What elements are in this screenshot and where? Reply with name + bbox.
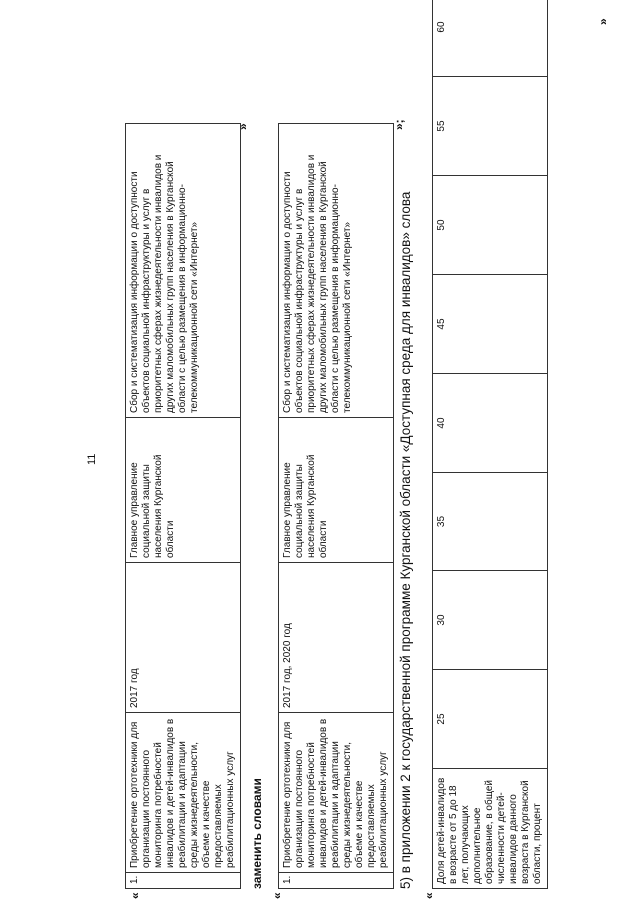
result-cell: Сбор и систематизация информации о доступности объектов социальной инфраструктуры и услуг в приоритетных сферах жизнедеятельности инвалидов и других маломобильных групп населения в Курганской области с целью размещения в информационно-телекоммуникационной сети «Интернет»: [279, 124, 394, 418]
period-cell: 2017 год, 2020 год: [279, 563, 394, 713]
instruction-replace: заменить словами: [250, 778, 264, 889]
indicator-value: 60: [433, 0, 548, 77]
result-cell: Сбор и систематизация информации о доступности объектов социальной инфраструктуры и услуг в приоритетных сферах жизнедеятельности инвалидов и других маломобильных групп населения в Курганской области с целью размещения в информационно-телекоммуникационной сети «Интернет»: [126, 124, 241, 418]
indicator-table: [432, 0, 548, 889]
agency-cell: Главное управление социальной защиты населения Курганской области: [126, 418, 241, 563]
indicator-value: 55: [433, 77, 548, 176]
table-replacement-row: [278, 123, 394, 889]
indicator-name: Доля детей-инвалидов в возрасте от 5 до 18 лет, получающих дополнительное образование, в общей численности детей-инвалидов данного возраста в Курганской области, процент: [433, 769, 548, 889]
table1-open-quote: «: [128, 892, 142, 899]
table1-close-quote: »: [236, 123, 250, 130]
table2-open-quote: «: [270, 892, 284, 899]
table-row: [279, 124, 394, 889]
table2-close-quote: »;: [392, 119, 406, 130]
agency-cell: Главное управление социальной защиты населения Курганской области: [279, 418, 394, 563]
indicator-value: 45: [433, 275, 548, 374]
table-original-row: [125, 123, 241, 889]
row-number: 1.: [279, 873, 394, 889]
measure-description: Приобретение ортотехники для организации постоянного мониторинга потребностей инвалидов и детей-инвалидов в реабилитации и адаптации среды жизнедеятельности, объеме и качестве предоставляемых реабилитационных услуг: [126, 713, 241, 873]
table3-close-quote: »: [596, 18, 610, 25]
table-row: [433, 0, 548, 889]
row-number: 1.: [126, 873, 241, 889]
indicator-value: 50: [433, 176, 548, 275]
table-row: [126, 124, 241, 889]
page-number: 11: [86, 453, 98, 465]
indicator-value: 25: [433, 670, 548, 769]
table3-open-quote: «: [422, 892, 436, 899]
indicator-value: 35: [433, 473, 548, 571]
section-heading-item5: 5) в приложении 2 к государственной программе Курганской области «Доступная среда для инвалидов» слова: [398, 191, 413, 889]
measure-description: Приобретение ортотехники для организации постоянного мониторинга потребностей инвалидов и детей-инвалидов в реабилитации и адаптации среды жизнедеятельности, объеме и качестве предоставляемых реабилитационных услуг: [279, 713, 394, 873]
indicator-value: 30: [433, 571, 548, 670]
period-cell: 2017 год: [126, 563, 241, 713]
indicator-value: 40: [433, 374, 548, 473]
